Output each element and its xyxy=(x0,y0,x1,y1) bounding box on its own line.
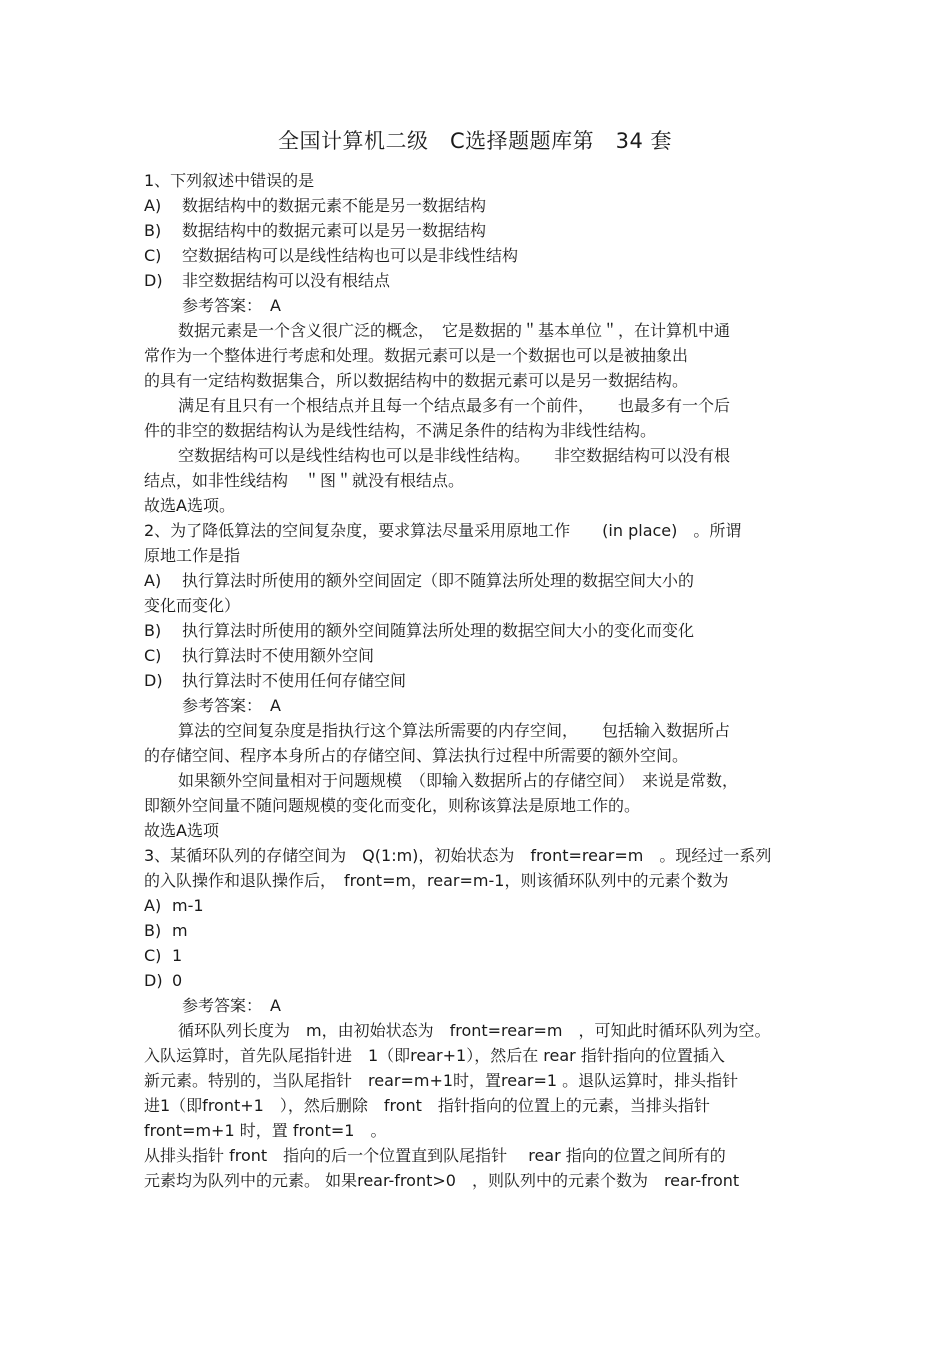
option-a: A) m-1 xyxy=(144,896,204,915)
question-stem: 2、为了降低算法的空间复杂度，要求算法尽量采用原地工作 (in place) 。所谓 xyxy=(144,521,742,540)
explanation-line: 入队运算时，首先队尾指针进 1（即rear+1），然后在 rear 指针指向的位置插入 xyxy=(144,1046,725,1065)
question-2 xyxy=(144,518,809,843)
question-1 xyxy=(144,168,809,518)
explanation-line: 进1（即front+1 ），然后删除 front 指针指向的位置上的元素，当排头指针 xyxy=(144,1096,710,1115)
explanation-line: 结点，如非性线结构 ＂图＂就没有根结点。 xyxy=(144,471,465,490)
explanation-line: 元素均为队列中的元素。 如果rear-front>0 ，则队列中的元素个数为 rear-front xyxy=(144,1171,740,1190)
option-c: C) 1 xyxy=(144,946,183,965)
option-b: B) 数据结构中的数据元素可以是另一数据结构 xyxy=(144,221,487,240)
explanation-line: 循环队列长度为 m，由初始状态为 front=rear=m ，可知此时循环队列为空。 xyxy=(178,1021,771,1040)
option-b: B) 执行算法时所使用的额外空间随算法所处理的数据空间大小的变化而变化 xyxy=(144,621,695,640)
explanation-line: 从排头指针 front 指向的后一个位置直到队尾指针 rear 指向的位置之间所有的 xyxy=(144,1146,726,1165)
option-b: B) m xyxy=(144,921,188,940)
explanation-line: 如果额外空间量相对于问题规模 （即输入数据所占的存储空间） 来说是常数， xyxy=(178,771,739,790)
explanation-line: 的存储空间、程序本身所占的存储空间、算法执行过程中所需要的额外空间。 xyxy=(144,746,689,765)
question-stem: 的入队操作和退队操作后， front=m，rear=m-1，则该循环队列中的元素个数为 xyxy=(144,871,729,890)
reference-answer: 参考答案： A xyxy=(182,696,281,715)
explanation-line: 即额外空间量不随问题规模的变化而变化，则称该算法是原地工作的。 xyxy=(144,796,641,815)
explanation-line: 常作为一个整体进行考虑和处理。数据元素可以是一个数据也可以是被抽象出 xyxy=(144,346,689,365)
reference-answer: 参考答案： A xyxy=(182,296,281,315)
question-stem: 1、下列叙述中错误的是 xyxy=(144,171,315,190)
explanation-line: 数据元素是一个含义很广泛的概念， 它是数据的＂基本单位＂，在计算机中通 xyxy=(178,321,731,340)
question-list xyxy=(144,168,809,1193)
question-stem: 原地工作是指 xyxy=(144,546,241,565)
option-a: A) 执行算法时所使用的额外空间固定（即不随算法所处理的数据空间大小的 xyxy=(144,571,695,590)
explanation-line: 算法的空间复杂度是指执行这个算法所需要的内存空间， 包括输入数据所占 xyxy=(178,721,731,740)
option-d: D) 0 xyxy=(144,971,183,990)
option-a: A) 数据结构中的数据元素不能是另一数据结构 xyxy=(144,196,487,215)
conclusion-line: 故选A选项 xyxy=(144,821,219,840)
explanation-line: 件的非空的数据结构认为是线性结构，不满足条件的结构为非线性结构。 xyxy=(144,421,657,440)
explanation-line: 空数据结构可以是线性结构也可以是非线性结构。 非空数据结构可以没有根 xyxy=(178,446,731,465)
explanation-line: 的具有一定结构数据集合，所以数据结构中的数据元素可以是另一数据结构。 xyxy=(144,371,689,390)
question-stem: 3、某循环队列的存储空间为 Q(1:m)，初始状态为 front=rear=m 。现经过一系列 xyxy=(144,846,772,865)
explanation-line: 新元素。特别的，当队尾指针 rear=m+1时，置rear=1 。退队运算时，排头指针 xyxy=(144,1071,739,1090)
option-d: D) 非空数据结构可以没有根结点 xyxy=(144,271,391,290)
question-3 xyxy=(144,843,809,1193)
option-c: C) 空数据结构可以是线性结构也可以是非线性结构 xyxy=(144,246,519,265)
page-title: 全国计算机二级 C选择题题库第 34 套 xyxy=(277,129,673,153)
option-d: D) 执行算法时不使用任何存储空间 xyxy=(144,671,407,690)
explanation-line: front=m+1 时，置 front=1 。 xyxy=(144,1121,387,1140)
option-c: C) 执行算法时不使用额外空间 xyxy=(144,646,375,665)
conclusion-line: 故选A选项。 xyxy=(144,496,235,515)
option-a-continued: 变化而变化） xyxy=(144,596,241,615)
explanation-line: 满足有且只有一个根结点并且每一个结点最多有一个前件， 也最多有一个后 xyxy=(178,396,731,415)
reference-answer: 参考答案： A xyxy=(182,996,281,1015)
